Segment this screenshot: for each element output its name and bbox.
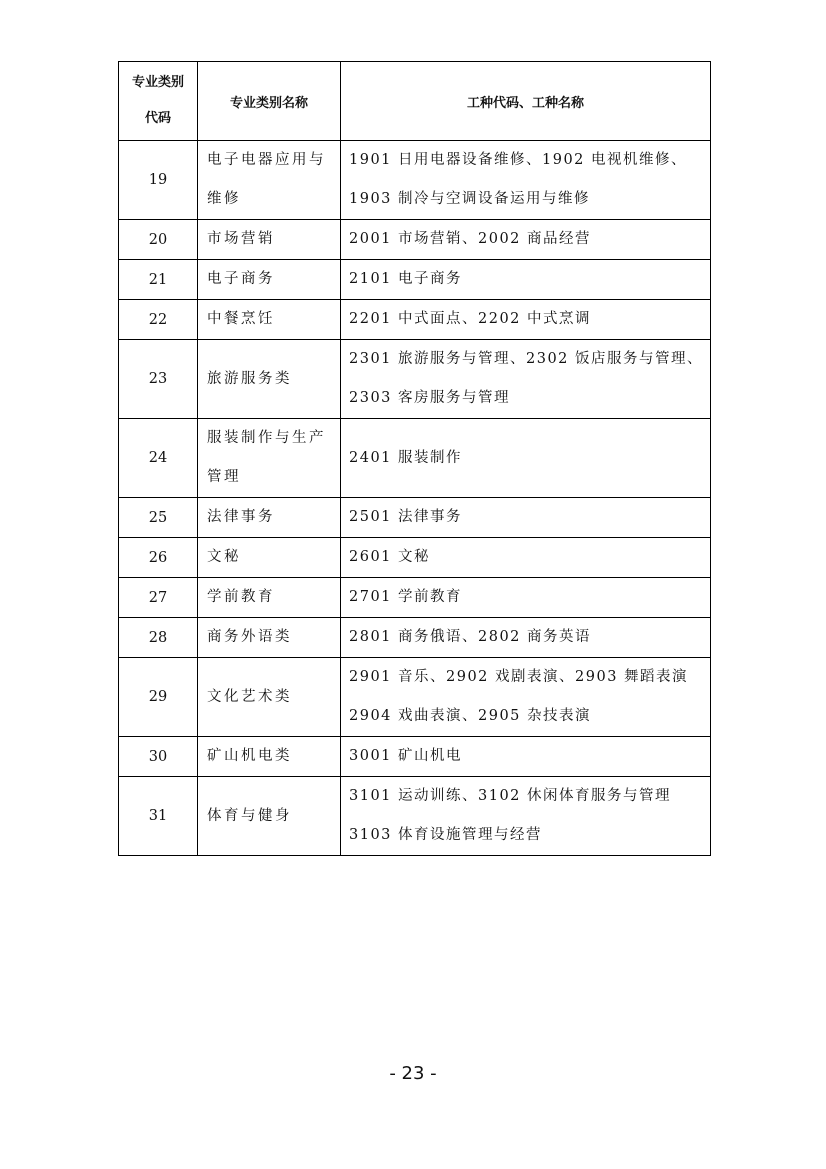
row-name-line: 法律事务 [207,509,275,525]
row-name-line: 市场营销 [207,231,275,247]
row-jobs-line: 2303 客房服务与管理 [349,390,511,406]
table-row [119,141,711,220]
row-code: 23 [119,340,198,419]
row-name-line: 学前教育 [207,589,275,605]
page-number: - 23 - [389,1063,437,1084]
table-body [119,141,711,856]
header-jobs: 工种代码、工种名称 [341,62,711,141]
row-code: 29 [119,658,198,737]
row-jobs [341,618,711,658]
row-code: 30 [119,737,198,777]
table-row [119,578,711,618]
row-code: 31 [119,777,198,856]
row-name [198,220,341,260]
header-code-line1: 专业类别 [131,75,184,90]
row-code: 22 [119,300,198,340]
row-name-line: 中餐烹饪 [207,311,275,327]
row-jobs [341,737,711,777]
table-row [119,498,711,538]
row-name [198,340,341,419]
header-code [119,62,198,141]
row-name [198,300,341,340]
table-row [119,220,711,260]
row-jobs-line: 3103 体育设施管理与经营 [349,827,543,843]
table-header-row [119,62,711,141]
row-name-line: 文秘 [207,549,241,565]
row-name-line: 商务外语类 [207,629,292,645]
row-jobs-line: 3001 矿山机电 [349,748,463,764]
row-jobs-line: 2301 旅游服务与管理、2302 饭店服务与管理、 [349,351,704,367]
row-jobs [341,658,711,737]
row-name-line: 矿山机电类 [207,748,292,764]
row-jobs-line: 2101 电子商务 [349,271,463,287]
table-row [119,618,711,658]
row-name-line: 旅游服务类 [207,370,292,387]
row-jobs [341,260,711,300]
table-row [119,300,711,340]
row-code: 26 [119,538,198,578]
table-row [119,538,711,578]
row-name [198,777,341,856]
row-jobs [341,578,711,618]
row-code: 27 [119,578,198,618]
row-name-line: 管理 [207,469,241,485]
row-name [198,538,341,578]
row-name [198,578,341,618]
row-jobs [341,220,711,260]
row-name [198,658,341,737]
row-name [198,419,341,498]
row-name-line: 电子电器应用与 [207,152,326,168]
row-jobs [341,141,711,220]
row-code: 20 [119,220,198,260]
row-code: 19 [119,141,198,220]
row-name [198,498,341,538]
row-name [198,618,341,658]
row-name [198,141,341,220]
row-jobs-line: 2501 法律事务 [349,509,463,525]
row-jobs-line: 1903 制冷与空调设备运用与维修 [349,191,591,207]
row-jobs-line: 2901 音乐、2902 戏剧表演、2903 舞蹈表演 [349,669,689,685]
row-name-line: 文化艺术类 [207,688,292,705]
row-name [198,737,341,777]
row-name [198,260,341,300]
row-jobs [341,538,711,578]
row-name-line: 体育与健身 [207,807,292,824]
row-jobs-line: 2201 中式面点、2202 中式烹调 [349,311,592,327]
row-code: 28 [119,618,198,658]
row-jobs-line: 2001 市场营销、2002 商品经营 [349,231,592,247]
row-name-line: 电子商务 [207,271,275,287]
row-code: 24 [119,419,198,498]
row-jobs-line: 2701 学前教育 [349,589,463,605]
row-name-line: 维修 [207,191,241,207]
table-row [119,737,711,777]
row-jobs [341,340,711,419]
row-code: 21 [119,260,198,300]
table-row [119,777,711,856]
table-row [119,658,711,737]
header-code-line2: 代码 [144,111,171,126]
table-row [119,260,711,300]
row-jobs-line: 1901 日用电器设备维修、1902 电视机维修、 [349,152,688,168]
row-jobs-line: 2401 服装制作 [349,449,463,466]
row-jobs [341,777,711,856]
category-table [118,61,711,856]
row-jobs [341,300,711,340]
row-jobs [341,498,711,538]
row-jobs [341,419,711,498]
header-name: 专业类别名称 [198,62,341,141]
row-jobs-line: 2801 商务俄语、2802 商务英语 [349,629,592,645]
row-name-line: 服装制作与生产 [207,430,326,446]
row-jobs-line: 2904 戏曲表演、2905 杂技表演 [349,708,592,724]
table-row [119,419,711,498]
row-code: 25 [119,498,198,538]
row-jobs-line: 2601 文秘 [349,549,431,565]
table-row [119,340,711,419]
row-jobs-line: 3101 运动训练、3102 休闲体育服务与管理 [349,788,672,804]
